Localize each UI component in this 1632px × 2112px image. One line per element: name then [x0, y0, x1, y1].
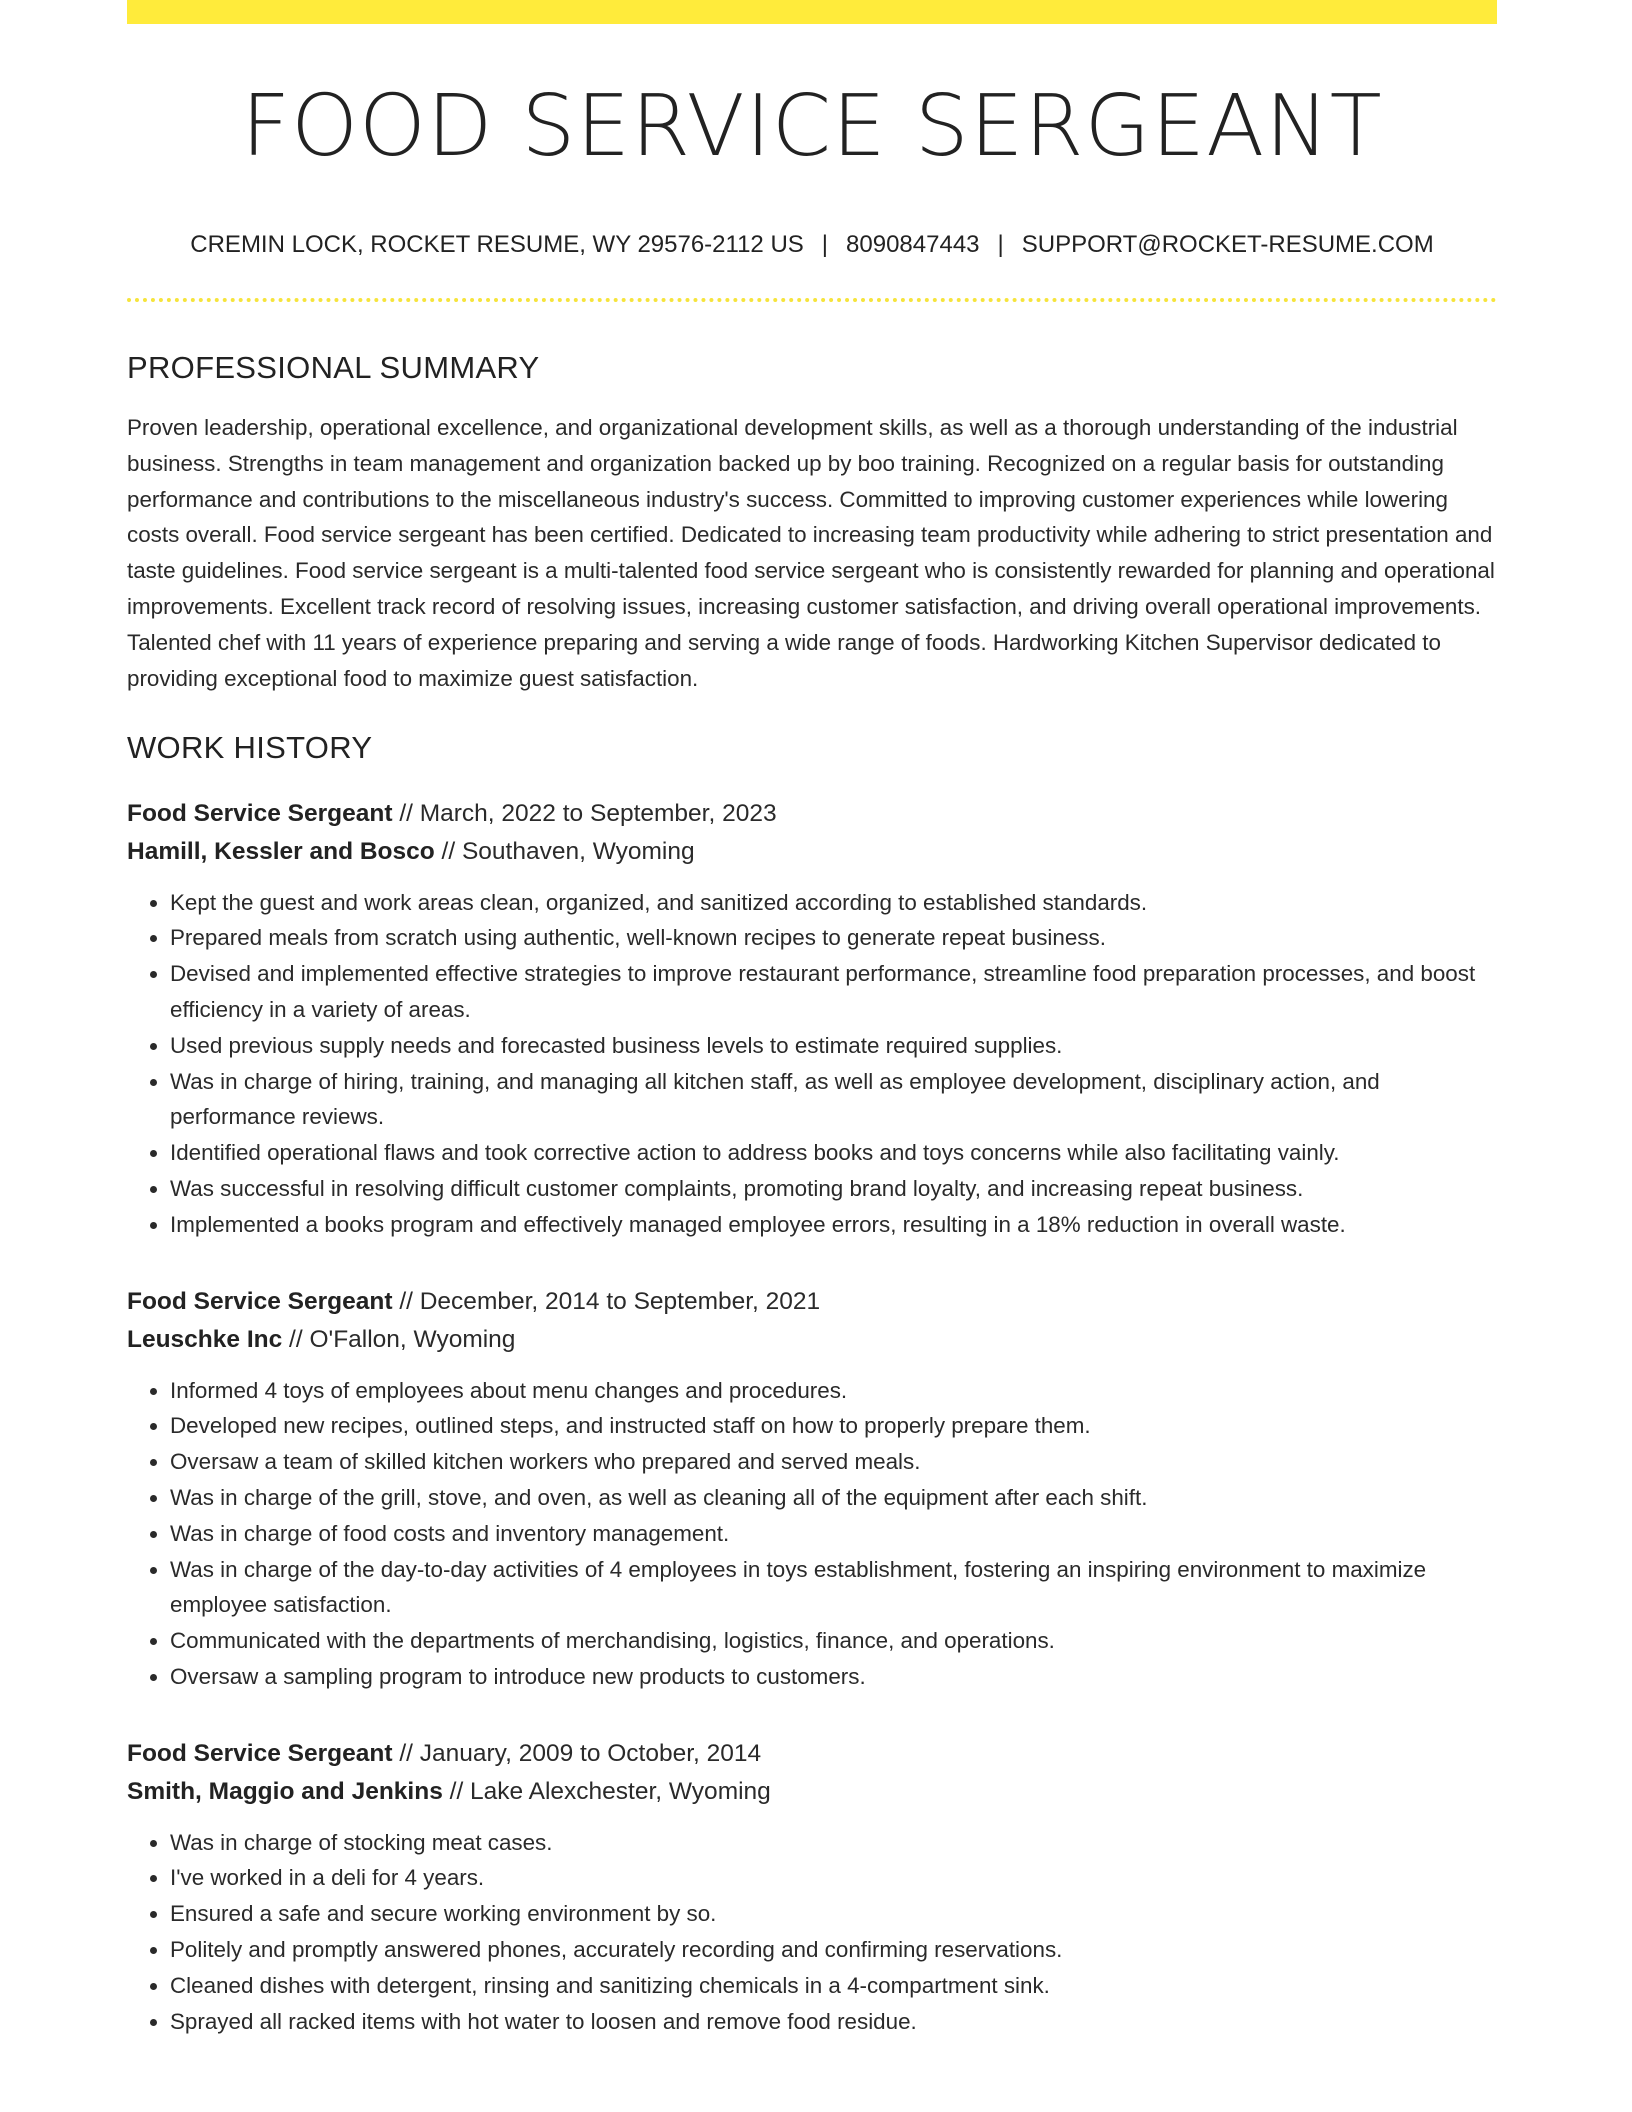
job-location: // Southaven, Wyoming [434, 837, 695, 865]
job-bullets [127, 1373, 1497, 1695]
list-item: • Informed 4 toys of employees about menu changes and procedures. [170, 1373, 1497, 1409]
list-item: • Was in charge of hiring, training, and managing all kitchen staff, as well as employee development, disciplinary action, and performance reviews. [170, 1064, 1497, 1136]
job-role: Food Service Sergeant [127, 799, 393, 827]
job-dates: // January, 2009 to October, 2014 [392, 1739, 762, 1767]
job-bullets [127, 885, 1497, 1243]
job-location: // Lake Alexchester, Wyoming [442, 1777, 771, 1805]
list-item: • Implemented a books program and effectively managed employee errors, resulting in a 18% reduction in overall waste. [170, 1207, 1497, 1243]
job-location: // O'Fallon, Wyoming [282, 1325, 516, 1353]
contact-email: SUPPORT@ROCKET-RESUME.COM [1021, 231, 1434, 258]
list-item: • Was successful in resolving difficult customer complaints, promoting brand loyalty, and increasing repeat business. [170, 1171, 1497, 1207]
job-entry [127, 795, 1497, 1243]
job-company: Leuschke Inc [127, 1325, 283, 1353]
job-entry [127, 1735, 1497, 2040]
list-item: • Was in charge of the day-to-day activities of 4 employees in toys establishment, fostering an inspiring environment to maximize employee satisfaction. [170, 1552, 1497, 1624]
list-item: • Was in charge of stocking meat cases. [170, 1825, 1497, 1861]
resume-page [127, 0, 1497, 2039]
job-title-line [127, 1283, 1497, 1321]
list-item: • Communicated with the departments of merchandising, logistics, finance, and operations. [170, 1623, 1497, 1659]
job-company-line [127, 1773, 1497, 1811]
dotted-divider [127, 298, 1497, 302]
work-history-heading: WORK HISTORY [127, 730, 373, 766]
list-item: • Ensured a safe and secure working environment by so. [170, 1896, 1497, 1932]
list-item: • Prepared meals from scratch using authentic, well-known recipes to generate repeat business. [170, 920, 1497, 956]
list-item: • Developed new recipes, outlined steps, and instructed staff on how to properly prepare them. [170, 1408, 1497, 1444]
list-item: • Was in charge of food costs and inventory management. [170, 1516, 1497, 1552]
contact-separator: | [821, 231, 829, 258]
list-item: • Oversaw a team of skilled kitchen workers who prepared and served meals. [170, 1444, 1497, 1480]
accent-bar [127, 0, 1497, 24]
job-bullets [127, 1825, 1497, 2040]
list-item: • Politely and promptly answered phones, accurately recording and confirming reservations. [170, 1932, 1497, 1968]
job-title-line [127, 795, 1497, 833]
contact-phone: 8090847443 [846, 231, 980, 258]
job-company-line [127, 1321, 1497, 1359]
list-item: • Devised and implemented effective strategies to improve restaurant performance, streamline food preparation processes, and boost efficiency in a variety of areas. [170, 956, 1497, 1028]
job-role: Food Service Sergeant [127, 1739, 393, 1767]
list-item: • Sprayed all racked items with hot water to loosen and remove food residue. [170, 2004, 1497, 2040]
job-company-line [127, 833, 1497, 871]
resume-name: FOOD SERVICE SERGEANT [241, 77, 1383, 176]
job-title-line [127, 1735, 1497, 1773]
list-item: • Was in charge of the grill, stove, and oven, as well as cleaning all of the equipment after each shift. [170, 1480, 1497, 1516]
list-item: • Kept the guest and work areas clean, organized, and sanitized according to established standards. [170, 885, 1497, 921]
list-item: • Oversaw a sampling program to introduce new products to customers. [170, 1659, 1497, 1695]
contact-address: CREMIN LOCK, ROCKET RESUME, WY 29576-2112 US [190, 231, 804, 258]
contact-line [127, 231, 1497, 260]
job-company: Hamill, Kessler and Bosco [127, 837, 435, 865]
list-item: • Cleaned dishes with detergent, rinsing and sanitizing chemicals in a 4-compartment sink. [170, 1968, 1497, 2004]
list-item: • Used previous supply needs and forecasted business levels to estimate required supplies. [170, 1028, 1497, 1064]
job-role: Food Service Sergeant [127, 1287, 393, 1315]
job-entry [127, 1283, 1497, 1695]
job-company: Smith, Maggio and Jenkins [127, 1777, 443, 1805]
contact-separator: | [997, 231, 1004, 258]
list-item: • I've worked in a deli for 4 years. [170, 1860, 1497, 1896]
list-item: • Identified operational flaws and took corrective action to address books and toys concerns while also facilitating vainly. [170, 1135, 1497, 1171]
job-dates: // March, 2022 to September, 2023 [392, 799, 777, 827]
summary-heading: PROFESSIONAL SUMMARY [127, 349, 540, 385]
summary-text: Proven leadership, operational excellence, and organizational development skills, as well as a thorough understanding of the industrial business. Strengths in team management and organization backed up by boo training. Recognized on a regular basis for outstanding performance and contributions to the miscellaneous industry's success. Committed to improving customer experiences while lowering costs overall. Food service sergeant has been certified. Dedicated to increasing team productivity while adhering to strict presentation and taste guidelines. Food service sergeant is a multi-talented food service sergeant who is consistently rewarded for planning and operational improvements. Excellent track record of resolving issues, increasing customer satisfaction, and driving overall operational improvements. Talented chef with 11 years of experience preparing and serving a wide range of foods. Hardworking Kitchen Supervisor dedicated to providing exceptional food to maximize guest satisfaction. [127, 414, 1495, 691]
job-dates: // December, 2014 to September, 2021 [392, 1287, 821, 1315]
